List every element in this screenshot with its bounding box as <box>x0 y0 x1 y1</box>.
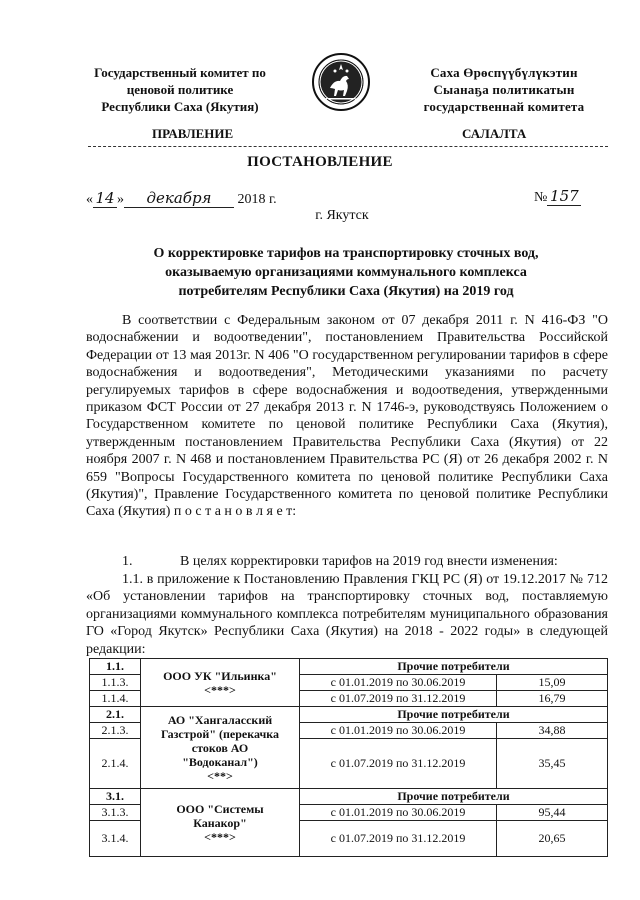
value-cell: 95,44 <box>497 805 608 821</box>
org-line: "Водоканал") <box>182 754 258 769</box>
header-right-line: Сыанаҕа политикатын <box>433 82 575 97</box>
row-number: 1.1.4. <box>90 691 141 707</box>
item-1-number: 1. <box>122 554 133 569</box>
period-cell: с 01.01.2019 по 30.06.2019 <box>300 805 497 821</box>
subject-line: О корректировке тарифов на транспортировку сточных вод, <box>153 246 539 261</box>
preamble-paragraph: В соответствии с Федеральным законом от 07 декабря 2011 г. N 416-ФЗ "О водоснабжении и водоотведении", постановлением Правительства Российской Федерации от 13 мая 2013г. N 406 "О государственном регулировании тарифов в сфере водоснабжения и водоотведения", Методическими указаниями по расчету регулируемых тарифов в сфере водоснабжения и водоотведения, утвержденными приказом ФСТ России от 27 декабря 2013 г. N 1746-э, руководствуясь Положением о Государственном комитете по ценовой политике Республики Саха (Якутия), утвержденным постановлением Правительства Республики Саха (Якутия) от 22 ноября 2007 г. N 468 и постановлением Правительства РС (Я) от 26 декабря 2002 г. N 659 "Вопросы Государственного комитета по ценовой политике Республики Саха (Якутия)", Правление Государственного комитета по ценовой политике Республики Саха (Якутия) п о с т а н о в л я е т: <box>86 313 608 520</box>
row-number: 3.1.3. <box>90 805 141 821</box>
header-left-block <box>80 64 280 115</box>
group-number: 1.1. <box>90 659 141 675</box>
header-right-line: Саха Өрөспүүбүлүкэтин <box>430 65 578 80</box>
preamble-block <box>86 312 608 521</box>
document-date <box>86 189 277 208</box>
value-cell: 20,65 <box>497 821 608 857</box>
value-cell: 15,09 <box>497 675 608 691</box>
table-row <box>90 659 608 675</box>
org-line: Газстрой" (перекачка <box>160 726 279 741</box>
header-left-line: Республики Саха (Якутия) <box>101 99 259 114</box>
number-value: 157 <box>547 187 581 206</box>
organization-cell <box>141 659 300 707</box>
value-cell: 34,88 <box>497 723 608 739</box>
period-cell: с 01.01.2019 по 30.06.2019 <box>300 723 497 739</box>
row-number: 2.1.4. <box>90 739 141 789</box>
org-line: ООО "Системы <box>176 801 264 816</box>
period-cell: с 01.07.2019 по 31.12.2019 <box>300 739 497 789</box>
item-1-1: 1.1. в приложение к Постановлению Правления ГКЦ РС (Я) от 19.12.2017 № 712 «Об установлении тарифов на транспортировку сточных вод, поставляемую организациями коммунального комплекса потребителям муниципального образования ГО «Город Якутск» Республики Саха (Якутия) на 2018 - 2022 годы» в следующей редакции: <box>86 572 608 657</box>
row-number: 1.1.3. <box>90 675 141 691</box>
sakha-emblem-icon <box>311 52 371 112</box>
table-row <box>90 707 608 723</box>
row-number: 3.1.4. <box>90 821 141 857</box>
date-month: декабря <box>124 189 234 208</box>
category-header: Прочие потребители <box>300 789 608 805</box>
org-line: <***> <box>204 682 236 697</box>
org-line: <***> <box>204 829 236 844</box>
group-number: 2.1. <box>90 707 141 723</box>
organization-cell <box>141 707 300 789</box>
value-cell: 35,45 <box>497 739 608 789</box>
tariff-table <box>89 658 608 857</box>
org-line: АО "Хангаласский <box>167 712 273 727</box>
date-year: 2018 г. <box>237 192 277 207</box>
period-cell: с 01.07.2019 по 31.12.2019 <box>300 821 497 857</box>
org-line: Канакор" <box>193 815 247 830</box>
category-header: Прочие потребители <box>300 659 608 675</box>
period-cell: с 01.07.2019 по 31.12.2019 <box>300 691 497 707</box>
org-line: стоков АО <box>191 740 249 755</box>
document-title: ПОСТАНОВЛЕНИЕ <box>247 154 393 170</box>
org-line: ООО УК "Ильинка" <box>163 668 277 683</box>
header-divider <box>88 146 608 147</box>
date-close-quote: » <box>117 192 124 207</box>
header-right-block <box>404 64 604 115</box>
number-sign: № <box>534 190 548 205</box>
date-day: 14 <box>93 189 117 208</box>
item-1 <box>86 553 608 570</box>
header-right-line: государственнай комитета <box>423 99 585 114</box>
category-header: Прочие потребители <box>300 707 608 723</box>
document-city: г. Якутск <box>315 208 369 223</box>
date-open-quote: « <box>86 192 93 207</box>
organization-cell <box>141 789 300 857</box>
document-number <box>534 187 581 206</box>
salalta-label: САЛАЛТА <box>462 126 527 141</box>
row-number: 2.1.3. <box>90 723 141 739</box>
pravlenie-label: ПРАВЛЕНИЕ <box>152 126 234 141</box>
org-line: <**> <box>207 768 233 783</box>
group-number: 3.1. <box>90 789 141 805</box>
header-left-line: Государственный комитет по <box>94 65 266 80</box>
table-row <box>90 789 608 805</box>
subject-line: оказываемую организациями коммунального комплекса <box>165 265 527 280</box>
item-1-text: В целях корректировки тарифов на 2019 год внести изменения: <box>180 554 558 569</box>
document-subject <box>86 244 606 301</box>
period-cell: с 01.01.2019 по 30.06.2019 <box>300 675 497 691</box>
subject-line: потребителям Республики Саха (Якутия) на 2019 год <box>178 284 514 299</box>
header-left-line: ценовой политике <box>126 82 234 97</box>
value-cell: 16,79 <box>497 691 608 707</box>
